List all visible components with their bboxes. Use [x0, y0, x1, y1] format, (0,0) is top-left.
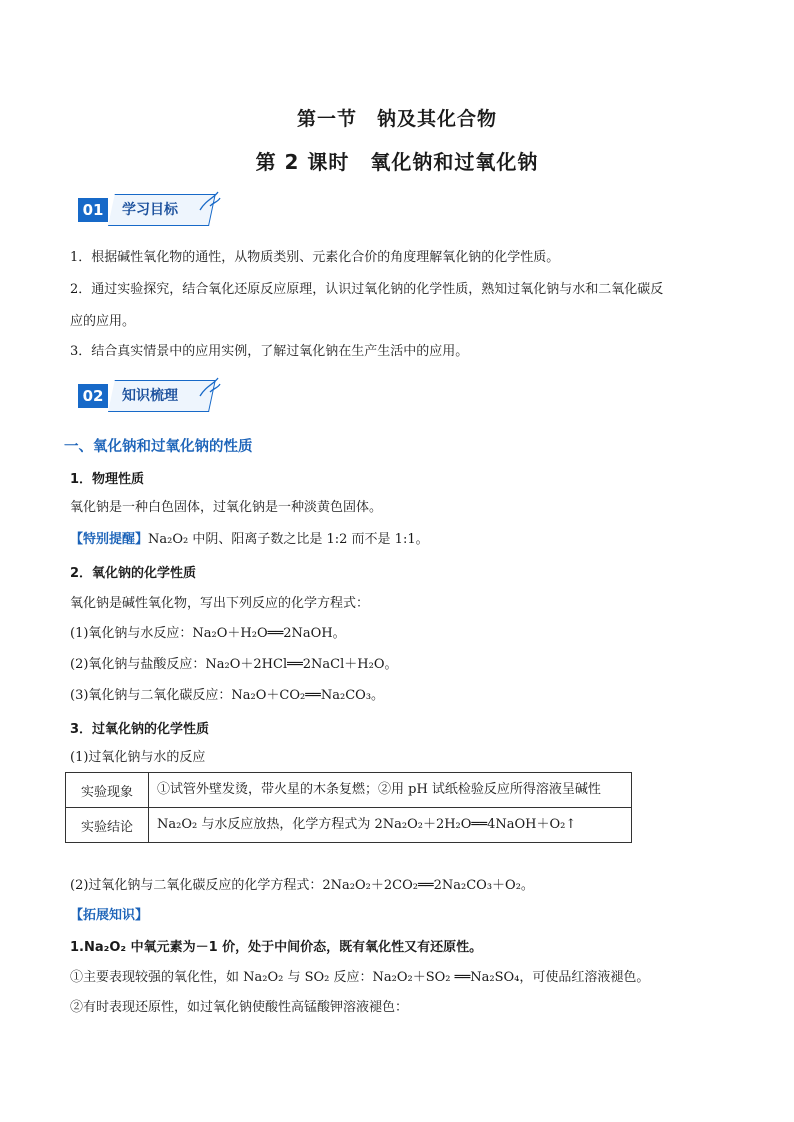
na2o-eq1: (1)氧化钠与水反应：Na₂O＋H₂O══2NaOH。: [70, 626, 346, 641]
na2o2-heading: 3．过氧化钠的化学性质: [70, 722, 210, 737]
lesson-title: 第 2 课时 氧化钠和过氧化钠: [255, 150, 539, 174]
swirl-icon: [196, 374, 224, 400]
table-key: 实验现象: [66, 773, 149, 808]
na2o-eq2: (2)氧化钠与盐酸反应：Na₂O＋2HCl══2NaCl＋H₂O。: [70, 657, 398, 672]
extension-item1: ①主要表现较强的氧化性，如 Na₂O₂ 与 SO₂ 反应：Na₂O₂＋SO₂ ══Na₂SO₄，可使品红溶液褪色。: [70, 970, 650, 985]
objective-1: 1．根据碱性氧化物的通性，从物质类别、元素化合价的角度理解氧化钠的化学性质。: [70, 250, 560, 265]
badge-label: 知识梳理: [122, 388, 178, 404]
section-heading: 一、氧化钠和过氧化钠的性质: [64, 439, 253, 455]
na2o-eq3: (3)氧化钠与二氧化碳反应：Na₂O＋CO₂══Na₂CO₃。: [70, 688, 385, 703]
table-value: ①试管外壁发烫，带火星的木条复燃；②用 pH 试纸检验反应所得溶液呈碱性: [149, 773, 632, 808]
physical-text: 氧化钠是一种白色固体，过氧化钠是一种淡黄色固体。: [70, 500, 383, 515]
physical-heading: 1．物理性质: [70, 472, 145, 487]
na2o2-sub2: (2)过氧化钠与二氧化碳反应的化学方程式：2Na₂O₂＋2CO₂══2Na₂CO₃＋O₂。: [70, 878, 534, 893]
knowledge-badge: [78, 378, 238, 414]
extension-point1: 1.Na₂O₂ 中氧元素为－1 价，处于中间价态，既有氧化性又有还原性。: [70, 940, 483, 955]
table-row: [66, 808, 632, 843]
swirl-icon: [196, 188, 224, 214]
tip-text: Na₂O₂ 中阴、阳离子数之比是 1:2 而不是 1:1。: [148, 532, 429, 547]
na2o-heading: 2．氧化钠的化学性质: [70, 566, 197, 581]
experiment-table: [65, 772, 632, 843]
na2o2-sub1: (1)过氧化钠与水的反应: [70, 750, 206, 765]
extension-label: 【拓展知识】: [70, 908, 149, 923]
table-value: Na₂O₂ 与水反应放热，化学方程式为 2Na₂O₂＋2H₂O══4NaOH＋O₂↑: [149, 808, 632, 843]
section-title: 第一节 钠及其化合物: [296, 108, 497, 130]
objective-2: 2．通过实验探究，结合氧化还原反应原理，认识过氧化钠的化学性质，熟知过氧化钠与水和二氧化碳反: [70, 282, 664, 297]
badge-label: 学习目标: [122, 202, 178, 218]
na2o-intro: 氧化钠是碱性氧化物，写出下列反应的化学方程式：: [70, 596, 370, 611]
badge-number: 02: [78, 384, 108, 408]
objectives-badge: [78, 192, 238, 228]
objective-3: 3．结合真实情景中的应用实例，了解过氧化钠在生产生活中的应用。: [70, 344, 469, 359]
table-row: [66, 773, 632, 808]
extension-item2: ②有时表现还原性，如过氧化钠使酸性高锰酸钾溶液褪色：: [70, 1000, 409, 1015]
objective-2-cont: 应的应用。: [70, 314, 136, 329]
table-key: 实验结论: [66, 808, 149, 843]
tip-label: 【特别提醒】: [70, 532, 149, 547]
tip-line: [70, 530, 730, 550]
badge-number: 01: [78, 198, 108, 222]
